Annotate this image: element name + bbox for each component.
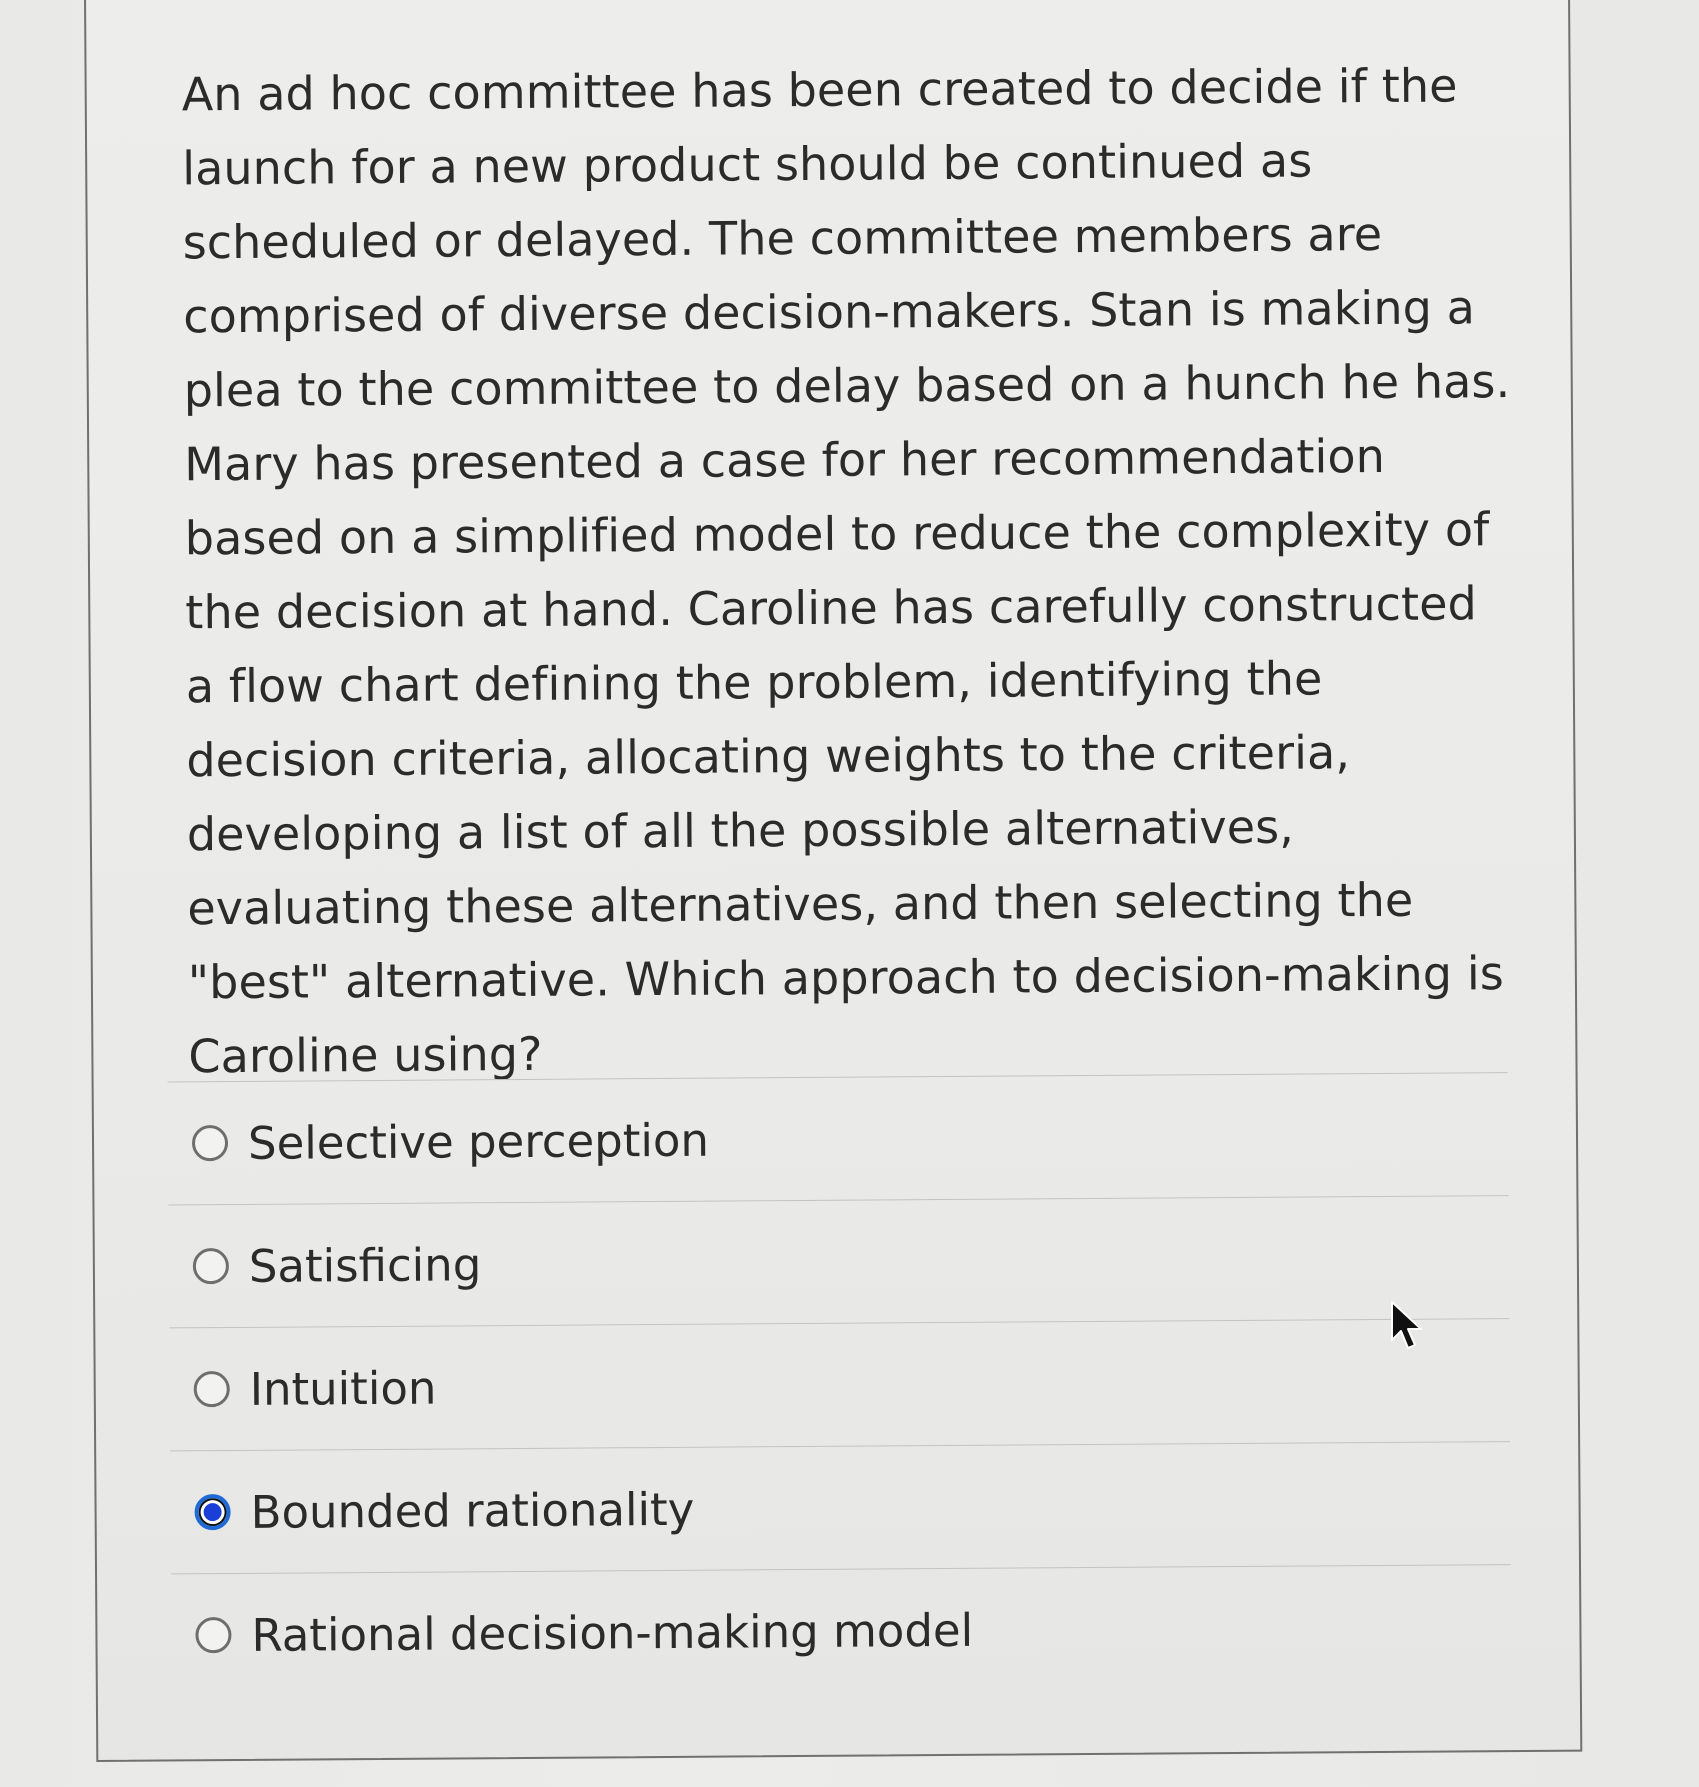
option-intuition[interactable] (169, 1318, 1510, 1450)
option-bounded-rationality[interactable] (170, 1441, 1511, 1573)
question-card (84, 0, 1582, 1762)
option-rational-decision-making-model[interactable] (171, 1564, 1512, 1696)
question-text: An ad hoc committee has been created to decide if the launch for a new product should be continued as scheduled or delayed. The committee members are comprised of diverse decision-makers. Stan is making a plea to the committee to delay based on a hunch he has. Mary has presented a case for her recommendation based on a simplified model to reduce the complexity of the decision at hand. Caroline has carefully constructed a flow chart defining the problem, identifying the decision criteria, allocating weights to the criteria, developing a list of all the possible alternatives, evaluating these alternatives, and then selecting the "best" alternative. Which approach to decision-making is Caroline using? (181, 58, 1511, 1084)
radio-button[interactable] (193, 1248, 229, 1284)
option-label: Selective perception (247, 1113, 710, 1170)
option-label: Intuition (249, 1361, 437, 1416)
option-satisficing[interactable] (168, 1195, 1509, 1327)
mouse-pointer-icon (1388, 1300, 1428, 1352)
option-selective-perception[interactable] (168, 1072, 1509, 1204)
option-label: Satisficing (248, 1237, 482, 1293)
radio-button-selected[interactable] (194, 1494, 230, 1530)
radio-button[interactable] (192, 1125, 228, 1161)
answer-options (168, 1072, 1512, 1696)
option-label: Rational decision-making model (251, 1603, 974, 1662)
option-label: Bounded rationality (250, 1482, 695, 1539)
radio-button[interactable] (194, 1371, 230, 1407)
radio-button[interactable] (195, 1617, 231, 1653)
